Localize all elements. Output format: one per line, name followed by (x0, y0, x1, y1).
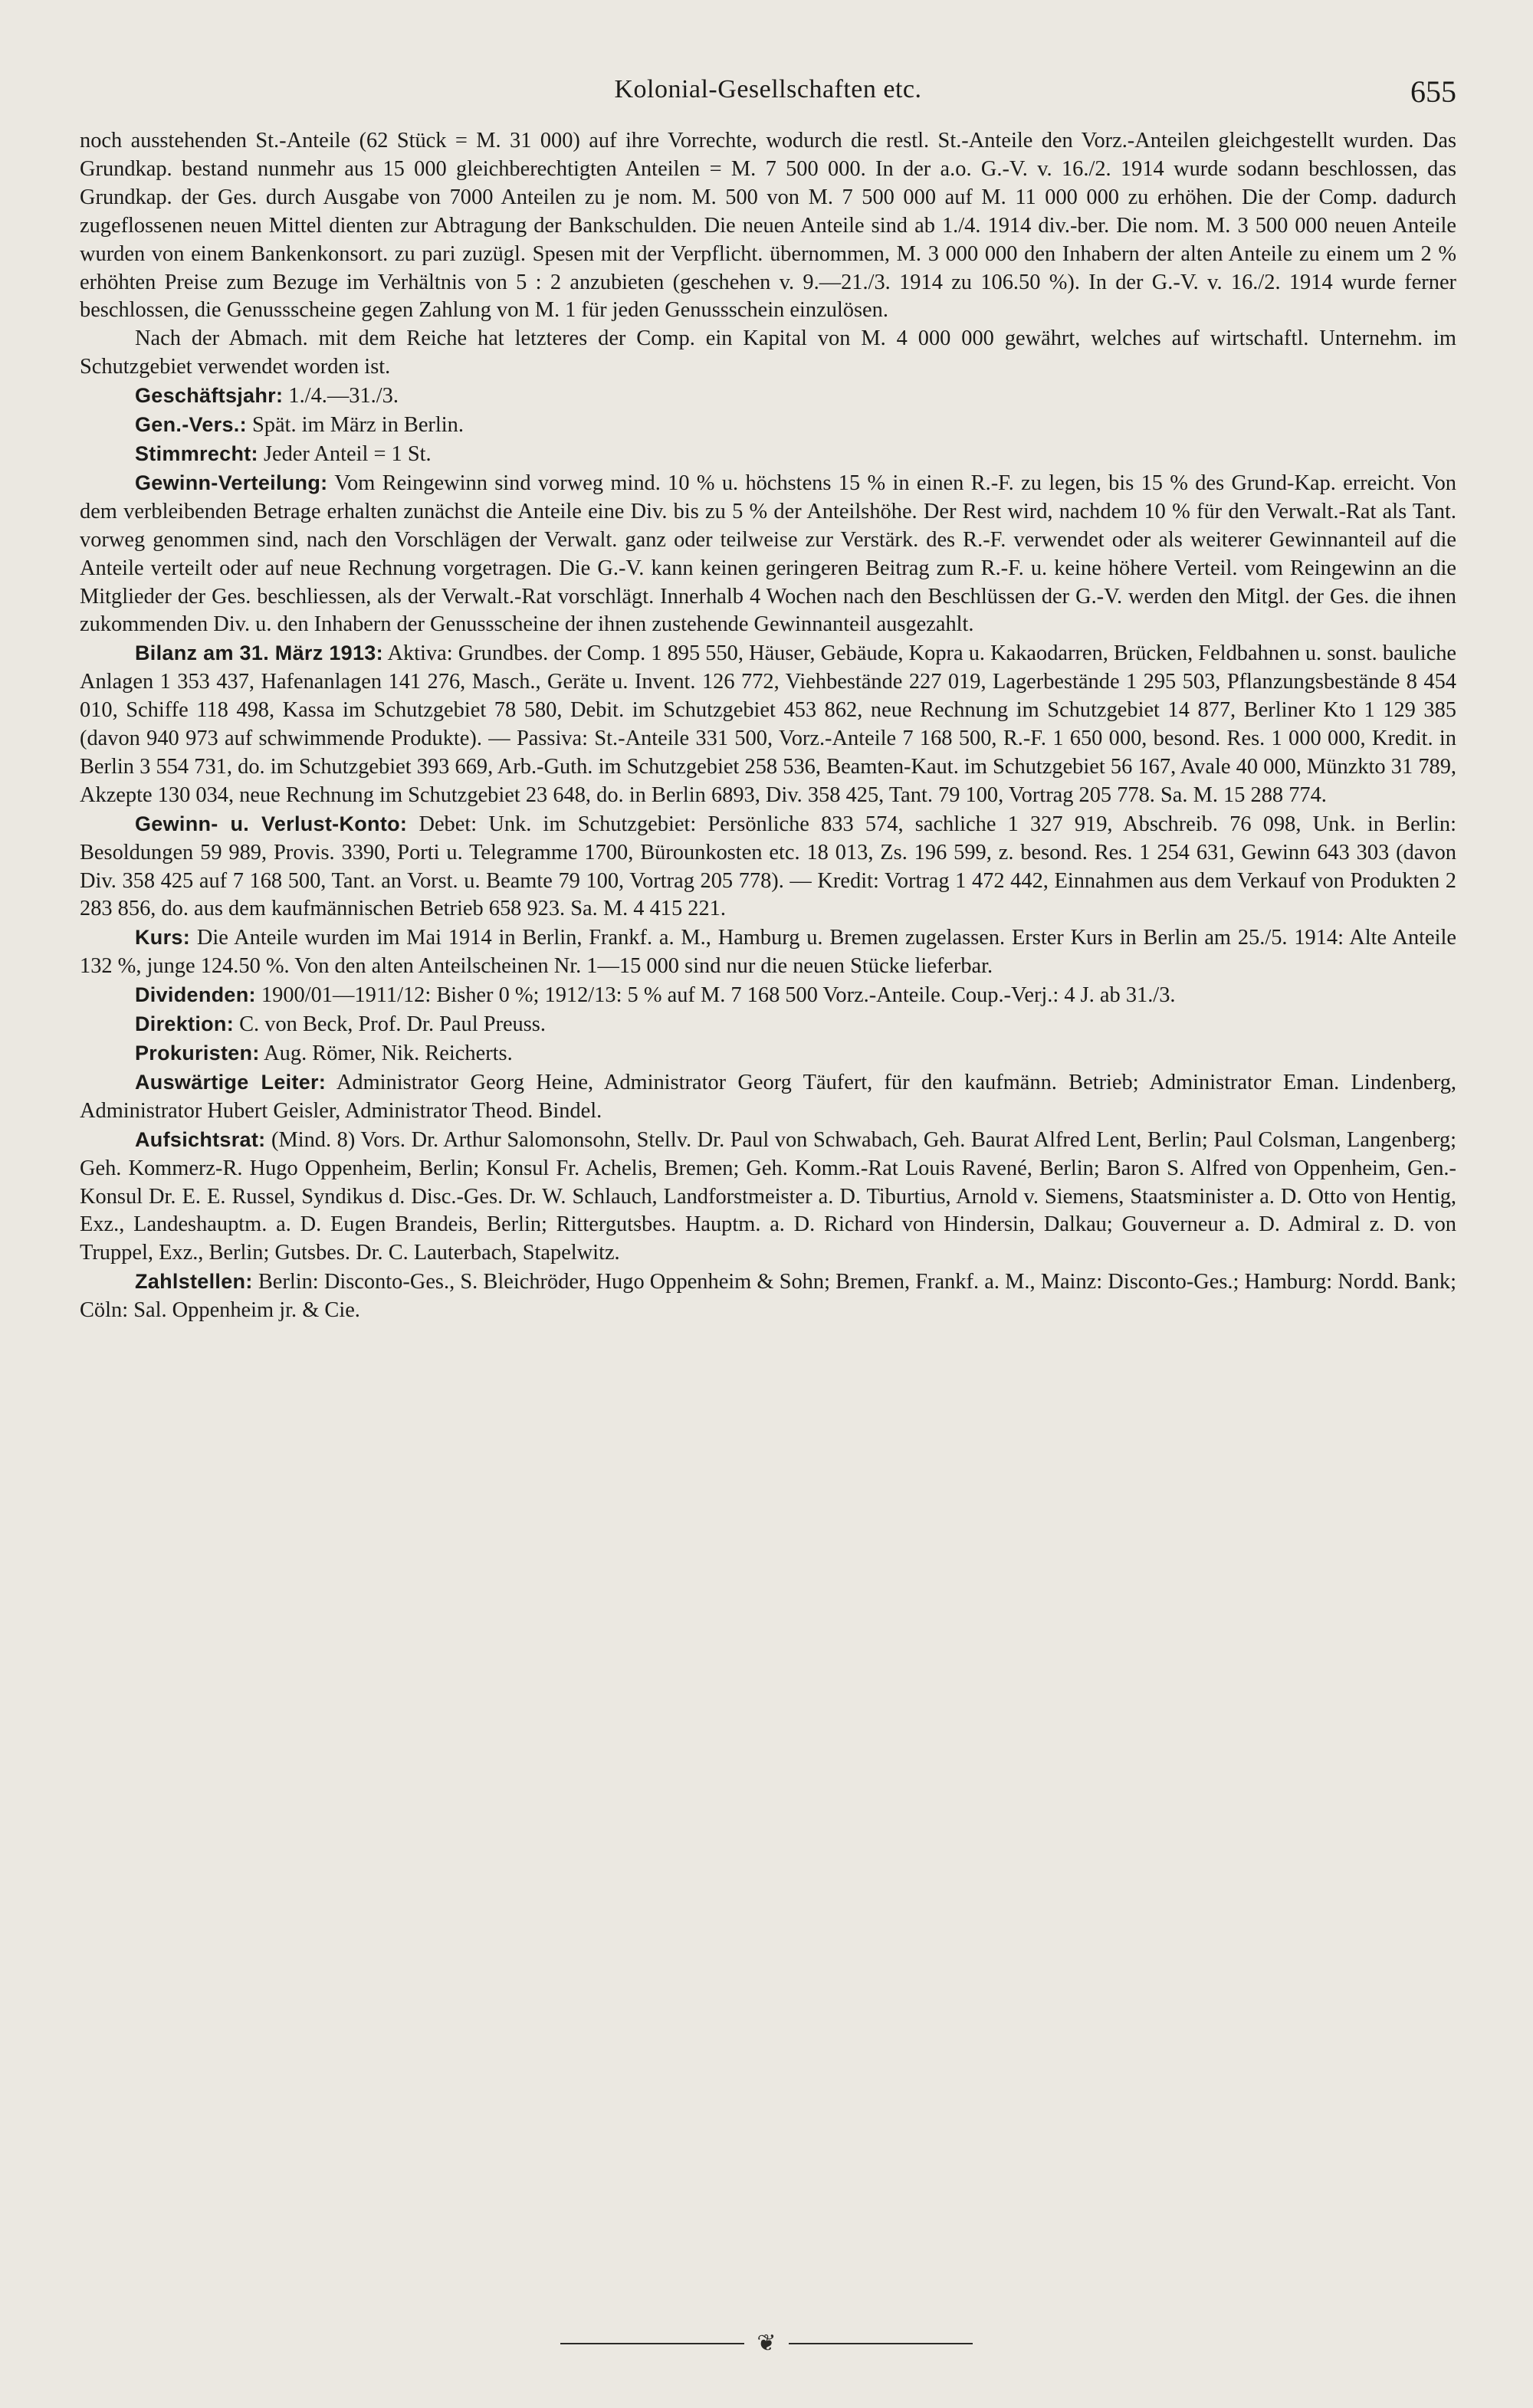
section-text: Die Anteile wurden im Mai 1914 in Berlin, Frankf. a. M., Hamburg u. Bremen zugelassen. Erster Kurs in Berlin am 25./5. 1914: Alte Anteile 132 %, junge 124.50 %. Von den alten Anteilscheinen Nr. 1—15 000 sind nur die neuen Stücke lieferbar. (80, 926, 1456, 979)
section-dividenden (80, 981, 1456, 1010)
section-label: Gewinn- u. Verlust-Konto: (135, 812, 408, 835)
page-number: 655 (1410, 74, 1456, 109)
section-label: Stimmrecht: (135, 441, 258, 465)
section-text: Administrator Georg Heine, Administrator Georg Täufert, für den kaufmänn. Betrieb; Administrator Eman. Lindenberg, Administrator Hubert Geisler, Administrator Theod. Bindel. (80, 1070, 1456, 1123)
section-label: Bilanz am 31. März 1913: (135, 641, 383, 665)
section-label: Prokuristen: (135, 1042, 260, 1065)
section-auswaertige-leiter (80, 1068, 1456, 1126)
section-text: Vom Reingewinn sind vorweg mind. 10 % u. höchstens 15 % in einen R.-F. zu legen, bis 15 % des Grund-Kap. erreicht. Von dem verbleibenden Betrage erhalten zunächst die Anteile eine Div. bis zu 5 % der Anteilshöhe. Der Rest wird, nachdem 10 % für den Verwalt.-Rat als Tant. vorweg genommen sind, nach den Vorschlägen der Verwalt. ganz oder teilweise zur Verstärk. des R.-F. verwendet oder als weiterer Gewinnanteil auf die Anteile verteilt oder auf neue Rechnung vorgetragen. Die G.-V. kann keinen geringeren Beitrag zum R.-F. u. keine höhere Verteil. vom Reingewinn an die Mitglieder der Ges. beschliessen, als der Verwalt.-Rat vorschlägt. Innerhalb 4 Wochen nach den Beschlüssen der G.-V. werden den Mitgl. der Ges. die ihnen zukommenden Div. u. den Inhabern der Genussscheine der ihnen zustehende Gewinnanteil ausgezahlt. (80, 471, 1456, 637)
section-zahlstellen (80, 1268, 1456, 1325)
section-label: Direktion: (135, 1012, 235, 1036)
section-gen-vers (80, 411, 1456, 440)
section-gewinn-verteilung (80, 469, 1456, 639)
ornament-rule-right (789, 2343, 973, 2344)
section-label: Geschäftsjahr: (135, 384, 284, 408)
section-bilanz (80, 639, 1456, 809)
section-text: Berlin: Disconto-Ges., S. Bleichröder, Hugo Oppenheim & Sohn; Bremen, Frankf. a. M., Mainz: Disconto-Ges.; Hamburg: Nordd. Bank; Cöln: Sal. Oppenheim jr. & Cie. (80, 1270, 1456, 1323)
section-label: Auswärtige Leiter: (135, 1070, 327, 1094)
ornament-rule-left (560, 2343, 744, 2344)
running-title: Kolonial-Gesellschaften etc. (614, 75, 922, 103)
section-text: Aug. Römer, Nik. Reicherts. (264, 1042, 513, 1065)
section-label: Kurs: (135, 926, 191, 950)
section-label: Aufsichtsrat: (135, 1127, 266, 1151)
section-text: Debet: Unk. im Schutzgebiet: Persönliche 833 574, sachliche 1 327 919, Abschreib. 76 098, Unk. in Berlin: Besoldungen 59 989, Provis. 3390, Porti u. Telegramme 1700, Bürounkosten etc. 18 013, Zs. 196 599, z. besond. Res. 1 254 631, Gewinn 643 303 (davon Div. 358 425 auf 7 168 500, Tant. an Vorst. u. Beamte 79 100, Vortrag 205 778). — Kredit: Vortrag 1 472 442, Einnahmen aus dem Verkauf von Produkten 2 283 856, do. aus dem kaufmännischen Betrieb 658 923. Sa. M. 4 415 221. (80, 812, 1456, 921)
section-stimmrecht (80, 440, 1456, 469)
section-text: 1./4.—31./3. (288, 384, 399, 408)
section-label: Gen.-Vers.: (135, 413, 247, 437)
section-direktion (80, 1010, 1456, 1039)
section-text: Aktiva: Grundbes. der Comp. 1 895 550, Häuser, Gebäude, Kopra u. Kakaodarren, Brücken, Feldbahnen u. sonst. bauliche Anlagen 1 353 437, Hafenanlagen 141 276, Masch., Geräte u. Invent. 126 772, Viehbestände 227 019, Lagerbestände 1 295 503, Pflanzungsbestände 8 454 010, Schiffe 118 498, Kassa im Schutzgebiet 78 580, Debit. im Schutzgebiet 453 862, neue Rechnung im Schutzgebiet 14 877, Berliner Kto 1 129 385 (davon 940 973 auf schwimmende Produkte). — Passiva: St.-Anteile 331 500, Vorz.-Anteile 7 168 500, R.-F. 1 650 000, besond. Res. 1 000 000, Kredit. in Berlin 3 554 731, do. im Schutzgebiet 393 669, Arb.-Guth. im Schutzgebiet 258 536, Beamten-Kaut. im Schutzgebiet 56 167, Avale 40 000, Münzkto 31 789, Akzepte 130 034, neue Rechnung im Schutzgebiet 23 648, do. in Berlin 6893, Div. 358 425, Tant. 79 100, Vortrag 205 778. Sa. M. 15 288 774. (80, 641, 1457, 807)
section-aufsichtsrat (80, 1126, 1456, 1268)
document-body (80, 127, 1456, 1325)
page-header (80, 64, 1456, 118)
fleuron-icon: ❦ (757, 2331, 776, 2356)
section-text: Spät. im März in Berlin. (251, 413, 464, 438)
intro-paragraph-capital: Nach der Abmach. mit dem Reiche hat letzteres der Comp. ein Kapital von M. 4 000 000 gewährt, welches auf wirtschaftl. Unternehm. im Schutzgebiet verwendet worden ist. (80, 326, 1456, 379)
closing-ornament (0, 2330, 1533, 2357)
section-prokuristen (80, 1039, 1456, 1068)
section-geschaeftsjahr (80, 382, 1456, 411)
section-text: C. von Beck, Prof. Dr. Paul Preuss. (239, 1012, 546, 1037)
section-kurs (80, 924, 1456, 981)
section-text: (Mind. 8) Vors. Dr. Arthur Salomonsohn, Stellv. Dr. Paul von Schwabach, Geh. Baurat Alfred Lent, Berlin; Paul Colsman, Langenberg; Geh. Kommerz-R. Hugo Oppenheim, Berlin; Konsul Fr. Achelis, Bremen; Geh. Komm.-Rat Louis Ravené, Berlin; Baron S. Alfred von Oppenheim, Gen.-Konsul Dr. E. E. Russel, Syndikus d. Disc.-Ges. Dr. W. Schlauch, Landforstmeister a. D. Tiburtius, Arnold v. Siemens, Staatsminister a. D. Otto von Hentig, Exz., Landeshauptm. a. D. Eugen Brandeis, Berlin; Rittergutsbes. Hauptm. a. D. Richard von Hindersin, Dalkau; Gouverneur a. D. Admiral z. D. von Truppel, Exz., Berlin; Gutsbes. Dr. C. Lauterbach, Stapelwitz. (80, 1127, 1456, 1265)
section-gewinn-verlust-konto (80, 810, 1456, 924)
section-text: 1900/01—1911/12: Bisher 0 %; 1912/13: 5 % auf M. 7 168 500 Vorz.-Anteile. Coup.-Verj.: 4 J. ab 31./3. (261, 983, 1176, 1008)
section-label: Zahlstellen: (135, 1270, 253, 1294)
section-label: Gewinn-Verteilung: (135, 471, 328, 494)
section-text: Jeder Anteil = 1 St. (263, 441, 432, 466)
intro-paragraph-continued: noch ausstehenden St.-Anteile (62 Stück = M. 31 000) auf ihre Vorrechte, wodurch die restl. St.-Anteile den Vorz.-Anteilen gleichgestellt wurden. Das Grundkap. bestand nunmehr aus 15 000 gleichberechtigten Anteilen = M. 7 500 000. In der a.o. G.-V. v. 16./2. 1914 wurde sodann beschlossen, das Grundkap. der Ges. durch Ausgabe von 7000 Anteilen zu je nom. M. 500 von M. 7 500 000 auf M. 11 000 000 zu erhöhen. Die der Comp. dadurch zugeflossenen neuen Mittel dienten zur Abtragung der Bankschulden. Die neuen Anteile sind ab 1./4. 1914 div.-ber. Die nom. M. 3 500 000 neuen Anteile wurden von einem Bankenkonsort. zu pari zuzügl. Spesen mit der Verpflicht. übernommen, M. 3 000 000 den Inhabern der alten Anteile zu einem um 2 % erhöhten Preise zum Bezuge im Verhältnis von 5 : 2 anzubieten (geschehen v. 9.—21./3. 1914 zu 106.50 %). In der G.-V. v. 16./2. 1914 wurde ferner beschlossen, die Genussscheine gegen Zahlung von M. 1 für jeden Genussschein einzulösen. (80, 129, 1456, 323)
section-label: Dividenden: (135, 983, 256, 1007)
